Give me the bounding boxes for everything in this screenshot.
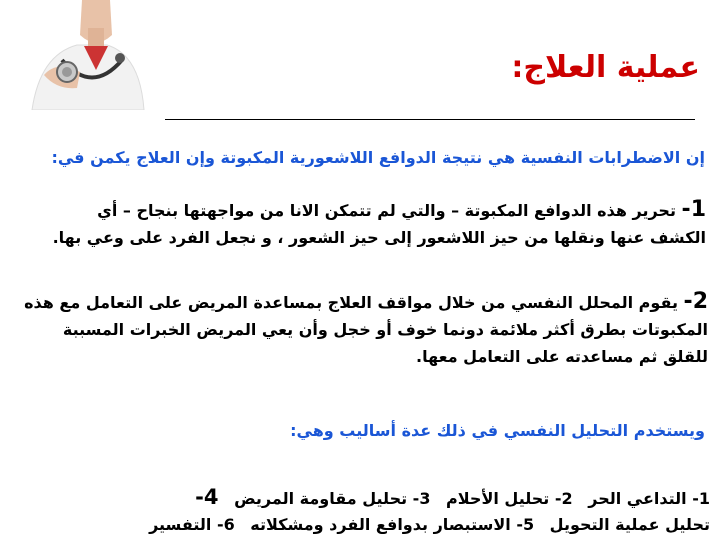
method-item: تحليل عملية التحويل xyxy=(549,515,710,534)
methods-list-line-1 xyxy=(20,485,710,509)
methods-list-line-2 xyxy=(20,515,710,534)
point-number: 2- xyxy=(683,289,708,314)
method-item: 5- الاستبصار بدوافع الفرد ومشكلاته xyxy=(250,515,535,534)
doctor-photo xyxy=(22,0,150,110)
method-item: 1- التداعي الحر xyxy=(588,489,710,508)
point-text: يقوم المحلل النفسي من خلال مواقف العلاج بمساعدة المريض على التعامل مع هذه المكبوتات بطرق أكثر ملائمة دونما خوف أو خجل وأن يعي المريض الخبرات المسببة للقلق ثم مساعدته على التعامل معها. xyxy=(24,293,708,366)
method-item: 6- التفسير xyxy=(149,515,235,534)
method-item: 2- تحليل الأحلام xyxy=(446,489,573,508)
intro-text: إن الاضطرابات النفسية هي نتيجة الدوافع اللاشعورية المكبوتة وإن العلاج يكمن في: xyxy=(51,148,705,167)
point-2 xyxy=(18,288,708,370)
title-divider xyxy=(165,119,695,120)
page-title: عملية العلاج: xyxy=(511,50,700,85)
point-1 xyxy=(38,196,706,251)
point-number: 1- xyxy=(681,197,706,222)
methods-intro: ويستخدم التحليل النفسي في ذلك عدة أساليب وهي: xyxy=(290,421,705,440)
point-text: تحرير هذه الدوافع المكبوتة – والتي لم تتمكن الانا من مواجهتها بنجاح – أي الكشف عنها ونقلها من حيز اللاشعور إلى حيز الشعور ، و نجعل الفرد على وعي بها. xyxy=(52,201,706,247)
method-item: 3- تحليل مقاومة المريض xyxy=(234,489,431,508)
method-item: 4- xyxy=(195,485,219,509)
